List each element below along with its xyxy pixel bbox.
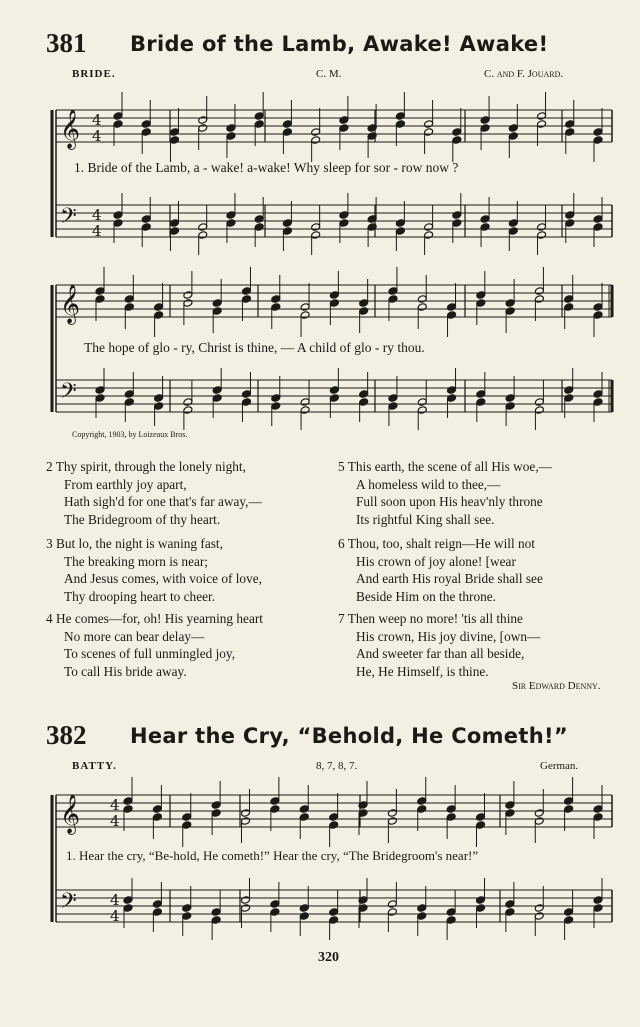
hymn-381-music-lyric-1: 1. Bride of the Lamb, a - wake! a-wake! Why sleep for sor - row now ?: [74, 160, 459, 175]
verse-7: 7 Then weep no more! 'tis all thine His crown, His joy divine, [own— And sweeter far than all beside, He, He Himself, is thine.: [338, 611, 541, 679]
svg-text:4: 4: [110, 907, 120, 925]
hymn-382-meter: 8, 7, 8, 7.: [316, 760, 358, 772]
svg-text:4: 4: [92, 111, 102, 129]
hymn-381-music-lyric-2: The hope of glo - ry, Christ is thine, — A child of glo - ry thou.: [84, 340, 425, 355]
hymn-381-number: 381: [46, 28, 87, 58]
hymn-382-number: 382: [46, 720, 87, 750]
hymn-381-title: Bride of the Lamb, Awake! Awake!: [130, 32, 549, 56]
svg-text:4: 4: [92, 206, 102, 224]
svg-text:𝄢: 𝄢: [60, 379, 77, 409]
hymn-381-tune: BRIDE.: [72, 68, 116, 80]
hymn-381-composer: C. and F. Jouard.: [484, 68, 564, 80]
svg-text:𝄢: 𝄢: [60, 889, 77, 919]
svg-text:4: 4: [110, 812, 120, 830]
svg-text:𝄞: 𝄞: [60, 794, 81, 834]
svg-text:4: 4: [110, 796, 120, 814]
svg-text:4: 4: [92, 222, 102, 240]
hymn-382-title: Hear the Cry, “Behold, He Cometh!”: [130, 724, 568, 748]
verse-2: 2 Thy spirit, through the lonely night, From earthly joy apart, Hath sigh'd for one that's far away,— The Bridegroom of thy heart.: [46, 459, 262, 527]
page-number: 320: [318, 950, 339, 965]
svg-text:𝄞: 𝄞: [60, 109, 81, 149]
hymn-381-meter: C. M.: [316, 68, 342, 80]
hymn-381-copyright: Copyright, 1903, by Loizeaux Bros.: [72, 430, 188, 439]
verse-4: 4 He comes—for, oh! His yearning heart No more can bear delay— To scenes of full unmingled joy, To call His bride away.: [46, 611, 263, 679]
svg-text:𝄞: 𝄞: [60, 284, 81, 324]
hymn-382-composer: German.: [540, 760, 579, 772]
hymn-381-author: Sir Edward Denny.: [512, 680, 601, 692]
verse-5: 5 This earth, the scene of all His woe,— A homeless wild to thee,— Full soon upon His heav'nly throne Its rightful King shall see.: [338, 459, 552, 527]
svg-text:4: 4: [92, 127, 102, 145]
svg-text:𝄢: 𝄢: [60, 204, 77, 234]
hymn-382-tune: BATTY.: [72, 760, 117, 772]
verse-3: 3 But lo, the night is waning fast, The breaking morn is near; And Jesus comes, with voice of love, Thy drooping heart to cheer.: [46, 536, 262, 604]
hymn-382-music-lyric-1: 1. Hear the cry, “Be-hold, He cometh!” Hear the cry, “The Bridegroom's near!”: [66, 848, 479, 863]
svg-text:4: 4: [110, 891, 120, 909]
verse-6: 6 Thou, too, shalt reign—He will not His crown of joy alone! [wear And earth His royal Bride shall see Beside Him on the throne.: [338, 536, 543, 604]
